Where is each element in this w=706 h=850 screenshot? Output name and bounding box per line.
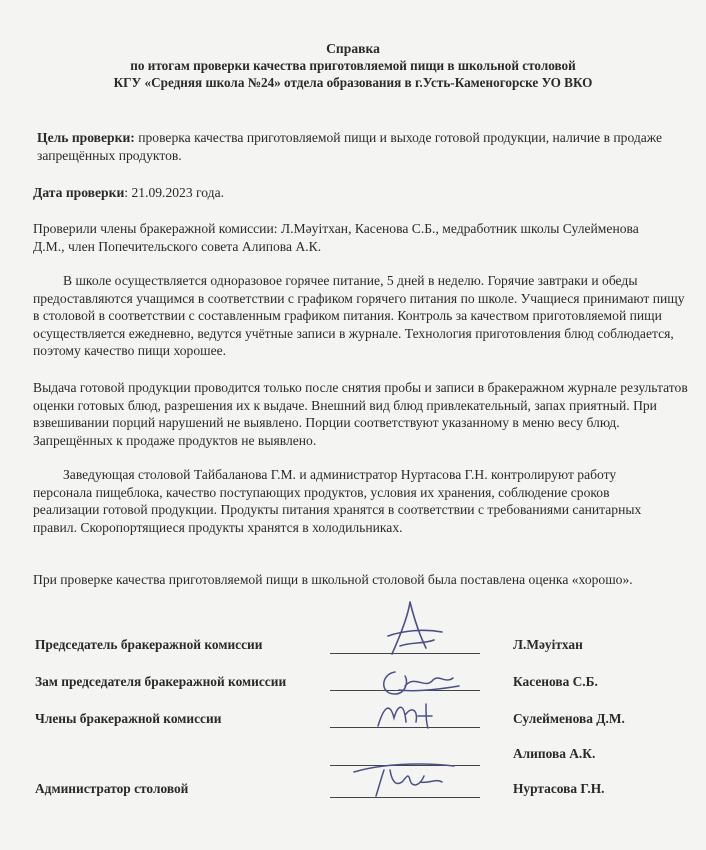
purpose-text: проверка качества приготовляемой пищи и выходе готовой продукции, наличие в продаже запрещённых продуктов. xyxy=(37,130,663,163)
signature-role-members: Члены бракеражной комиссии xyxy=(35,711,222,726)
signature-name-administrator: Нуртасова Г.Н. xyxy=(513,781,605,796)
handwritten-signature-chairman xyxy=(370,596,460,660)
handwritten-signature-deputy xyxy=(375,664,465,700)
signature-name-deputy: Касенова С.Б. xyxy=(513,674,598,689)
signature-role-deputy: Зам председателя бракеражной комиссии xyxy=(35,674,287,689)
signature-name-member-2: Алипова А.К. xyxy=(513,746,596,761)
document-subtitle-2: КГУ «Средняя школа №24» отдела образования в г.Усть-Каменогорске УО ВКО xyxy=(113,75,593,90)
signature-name-member-1: Сулейменова Д.М. xyxy=(513,711,625,726)
signature-name-chairman: Л.Мәуітхан xyxy=(513,637,583,652)
conclusion-paragraph: При проверке качества приготовляемой пищи в школьной столовой была поставлена оценка «хорошо». xyxy=(33,572,633,587)
body-paragraph-1: В школе осуществляется одноразовое горячее питание, 5 дней в неделю. Горячие завтраки и обеды предоставляются учащимся в соответствии с графиком горячего питания по школе. Учащиеся принимают пищу в столовой в соответствии с составленным графиком питания. Контроль за качеством приготовляемой пищи осуществляется ежедневно, ведутся учётные записи в журнале. Технология приготовления блюд соблюдается, поэтому качество пищи хорошее. xyxy=(33,273,685,359)
date-paragraph xyxy=(33,184,683,202)
signature-role-administrator: Администратор столовой xyxy=(35,781,189,796)
handwritten-signature-member xyxy=(372,696,452,732)
date-text: : 21.09.2023 года. xyxy=(124,185,225,200)
commission-paragraph: Проверили члены бракеражной комиссии: Л.Мәуітхан, Касенова С.Б., медработник школы Сулейменова Д.М., член Попечительского совета Алипова А.К. xyxy=(33,221,639,254)
signature-role-chairman: Председатель бракеражной комиссии xyxy=(35,637,263,652)
purpose-label: Цель проверки: xyxy=(37,130,135,145)
document-subtitle-1: по итогам проверки качества приготовляемой пищи в школьной столовой xyxy=(130,58,576,73)
body-paragraph-2: Выдача готовой продукции проводится только после снятия пробы и записи в бракеражном журнале результатов оценки готовых блюд, разрешения их к выдаче. Внешний вид блюд привлекательный, запах приятный. При взвешивании порций нарушений не выявлено. Порции соответствуют указанному в меню весу блюд. Запрещённых к продаже продуктов не выявлено. xyxy=(33,380,688,448)
body-paragraph-3: Заведующая столовой Тайбаланова Г.М. и администратор Нуртасова Г.Н. контролируют работу персонала пищеблока, качество поступающих продуктов, условия их хранения, соблюдение сроков реализации готовой продукции. Продукты питания хранятся в соответствии с требованиями санитарных правил. Скоропортящиеся продукты хранятся в холодильниках. xyxy=(33,467,642,535)
document-title: Справка xyxy=(326,41,380,56)
handwritten-signature-administrator xyxy=(350,752,460,800)
date-label: Дата проверки xyxy=(33,185,125,200)
purpose-paragraph xyxy=(37,129,677,164)
